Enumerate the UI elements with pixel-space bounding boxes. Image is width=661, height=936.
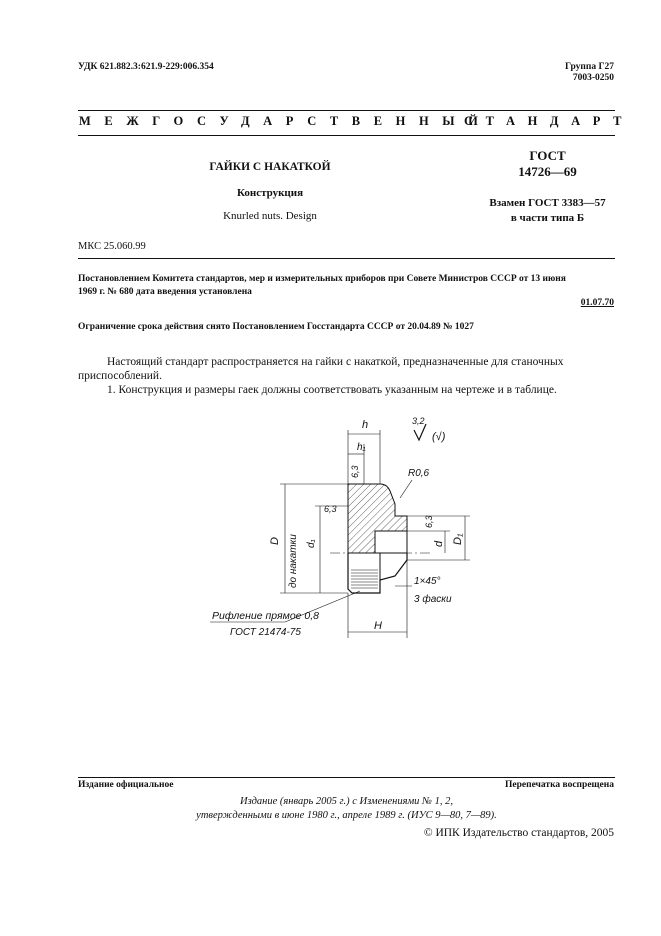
knurl-note: Рифление прямое 0,8 [212, 610, 320, 622]
para-1-line-1: Настоящий стандарт распространяется на гайки с накаткой, предназначенные для станочных [107, 356, 564, 368]
english-title: Knurled nuts. Design [223, 210, 317, 222]
edition-line-1: Издание (январь 2005 г.) с Изменениями № 1, 2, [240, 796, 453, 807]
dim-before-knurl: до накатки [288, 534, 299, 588]
para-1-line-2: приспособлений. [78, 370, 162, 382]
dim-h: h [362, 419, 369, 431]
roughness-right: 6,3 [424, 515, 434, 528]
replaces-line-2: в части типа Б [510, 212, 585, 224]
banner-top-rule [78, 110, 615, 111]
dim-h1: h₁ [357, 442, 366, 453]
mks-rule [78, 258, 615, 259]
dim-D1: D₁ [452, 533, 464, 545]
group-code: Группа Г27 [565, 62, 614, 72]
chamfer-count: 3 фаски [414, 594, 452, 605]
official-edition: Издание официальное [78, 780, 174, 790]
dim-H: H [374, 620, 382, 632]
decree-line-2: 1969 г. № 680 дата введения установлена [78, 287, 252, 297]
edition-line-2: утвержденными в июне 1980 г., апреле 1989 г. (ИУС 9—80, 7—89). [196, 810, 497, 821]
dim-d1: d₁ [306, 539, 317, 548]
udk-code: УДК 621.882.3:621.9-229:006.354 [78, 62, 214, 72]
standard-title: ГАЙКИ С НАКАТКОЙ [209, 161, 331, 173]
dim-d: d [433, 540, 445, 547]
fillet-r06: R0,6 [408, 468, 430, 479]
nut-drawing [190, 410, 490, 650]
limitation-note: Ограничение срока действия снято Постановлением Госстандарта СССР от 20.04.89 № 1027 [78, 322, 474, 332]
decree-line-1: Постановлением Комитета стандартов, мер и измерительных приборов при Совете Министров СССР от 13 июня [78, 274, 566, 284]
roughness-value: 3,2 [412, 416, 425, 426]
banner-standard: СТАНДАРТ [464, 114, 635, 128]
roughness-paren: (√) [432, 431, 446, 443]
knurl-standard: ГОСТ 21474-75 [230, 627, 301, 638]
decree-date: 01.07.70 [580, 298, 614, 308]
bore [375, 531, 407, 553]
para-2: 1. Конструкция и размеры гаек должны соответствовать указанным на чертеже и в таблице. [107, 384, 557, 396]
reprint-prohibited: Перепечатка воспрещена [504, 780, 614, 790]
okp-code: 7003-0250 [572, 73, 614, 83]
banner-interstate: МЕЖГОСУДАРСТВЕННЫЙ [79, 114, 492, 128]
roughness-left: 6,3 [324, 504, 337, 514]
roughness-top: 6,3 [350, 465, 360, 478]
replaces-line-1: Взамен ГОСТ 3383—57 [489, 197, 606, 209]
mks-code: МКС 25.060.99 [78, 241, 146, 252]
dim-D: D [269, 537, 281, 545]
gost-number: 14726—69 [518, 164, 577, 179]
gost-label: ГОСТ [529, 148, 566, 163]
footer-rule [78, 777, 615, 778]
standard-subtitle: Конструкция [236, 187, 304, 199]
copyright: © ИПК Издательство стандартов, 2005 [423, 827, 614, 839]
banner-bottom-rule [78, 135, 615, 136]
chamfer-size: 1×45° [414, 576, 441, 587]
